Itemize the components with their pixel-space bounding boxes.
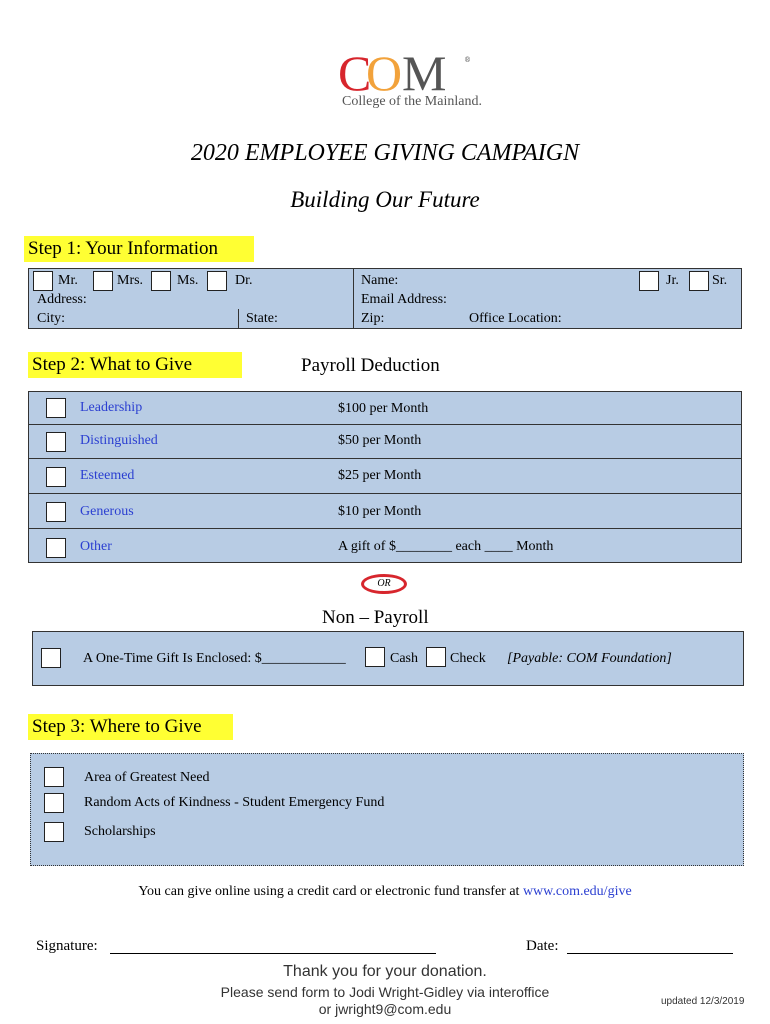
signature-line[interactable] [110, 953, 436, 954]
logo-subtitle: College of the Mainland. [342, 94, 482, 109]
ms-label: Ms. [177, 273, 199, 288]
online-giving-link[interactable]: www.com.edu/give [522, 884, 632, 899]
distinguished-label: Distinguished [80, 433, 158, 448]
generous-label: Generous [80, 504, 134, 519]
ms-checkbox[interactable] [151, 271, 171, 291]
distinguished-checkbox[interactable] [46, 432, 66, 452]
other-amount: A gift of $________ each ____ Month [338, 539, 554, 554]
updated-date: updated 12/3/2019 [661, 996, 745, 1007]
your-information-box [28, 268, 742, 329]
scholarships-checkbox[interactable] [44, 822, 64, 842]
esteemed-amount: $25 per Month [338, 468, 422, 483]
name-label: Name: [361, 273, 399, 288]
generous-checkbox[interactable] [46, 502, 66, 522]
email-label: Email Address: [361, 292, 447, 307]
dr-checkbox[interactable] [207, 271, 227, 291]
college-logo [338, 45, 482, 114]
logo-letter-c: C [338, 45, 366, 101]
other-checkbox[interactable] [46, 538, 66, 558]
mrs-checkbox[interactable] [93, 271, 113, 291]
check-checkbox[interactable] [426, 647, 446, 667]
scholarships-label: Scholarships [84, 824, 156, 839]
date-line[interactable] [567, 953, 733, 954]
page-title: 2020 EMPLOYEE GIVING CAMPAIGN [190, 140, 580, 166]
mr-label: Mr. [58, 273, 78, 288]
dr-label: Dr. [235, 273, 253, 288]
city-label: City: [37, 311, 66, 326]
send-form-line2: or jwright9@com.edu [318, 1001, 452, 1017]
payroll-deduction-box [28, 391, 742, 563]
state-divider [238, 309, 239, 329]
column-divider [353, 269, 354, 329]
thank-you-note: Thank you for your donation. [283, 963, 487, 980]
signature-label: Signature: [36, 938, 98, 954]
cash-checkbox[interactable] [365, 647, 385, 667]
check-label: Check [450, 651, 486, 666]
non-payroll-header: Non – Payroll [322, 607, 429, 628]
jr-label: Jr. [666, 273, 679, 288]
one-time-gift-label: A One-Time Gift Is Enclosed: $____________ [83, 651, 346, 666]
state-label: State: [246, 311, 278, 326]
address-label: Address: [37, 292, 87, 307]
one-time-gift-checkbox[interactable] [41, 648, 61, 668]
page-subtitle: Building Our Future [290, 187, 480, 212]
step1-header: Step 1: Your Information [24, 236, 254, 262]
leadership-amount: $100 per Month [338, 401, 429, 416]
step3-header: Step 3: Where to Give [28, 714, 233, 740]
sr-checkbox[interactable] [689, 271, 709, 291]
send-form-line1: Please send form to Jodi Wright-Gidley via interoffice [220, 984, 550, 1000]
cash-label: Cash [390, 651, 418, 666]
logo-registered-mark: ® [464, 56, 471, 64]
where-to-give-box [30, 753, 744, 866]
esteemed-label: Esteemed [80, 468, 135, 483]
online-giving-text: You can give online using a credit card or electronic fund transfer at [138, 884, 523, 899]
generous-amount: $10 per Month [338, 504, 422, 519]
random-acts-checkbox[interactable] [44, 793, 64, 813]
zip-label: Zip: [361, 311, 385, 326]
random-acts-label: Random Acts of Kindness - Student Emergency Fund [84, 795, 385, 810]
sr-label: Sr. [712, 273, 728, 288]
mr-checkbox[interactable] [33, 271, 53, 291]
online-giving-note [0, 884, 770, 900]
or-separator: OR [361, 574, 407, 594]
mrs-label: Mrs. [117, 273, 144, 288]
greatest-need-checkbox[interactable] [44, 767, 64, 787]
leadership-label: Leadership [80, 400, 143, 415]
jr-checkbox[interactable] [639, 271, 659, 291]
leadership-checkbox[interactable] [46, 398, 66, 418]
payable-note: [Payable: COM Foundation] [507, 651, 672, 666]
logo-letter-m: M [402, 45, 447, 101]
office-location-label: Office Location: [469, 311, 562, 326]
logo-letter-o: O [366, 45, 403, 101]
step2-header: Step 2: What to Give [28, 352, 242, 378]
other-label: Other [80, 539, 112, 554]
greatest-need-label: Area of Greatest Need [84, 770, 210, 785]
payroll-deduction-header: Payroll Deduction [301, 355, 440, 376]
date-label: Date: [526, 938, 559, 954]
esteemed-checkbox[interactable] [46, 467, 66, 487]
distinguished-amount: $50 per Month [338, 433, 422, 448]
non-payroll-box [32, 631, 744, 686]
